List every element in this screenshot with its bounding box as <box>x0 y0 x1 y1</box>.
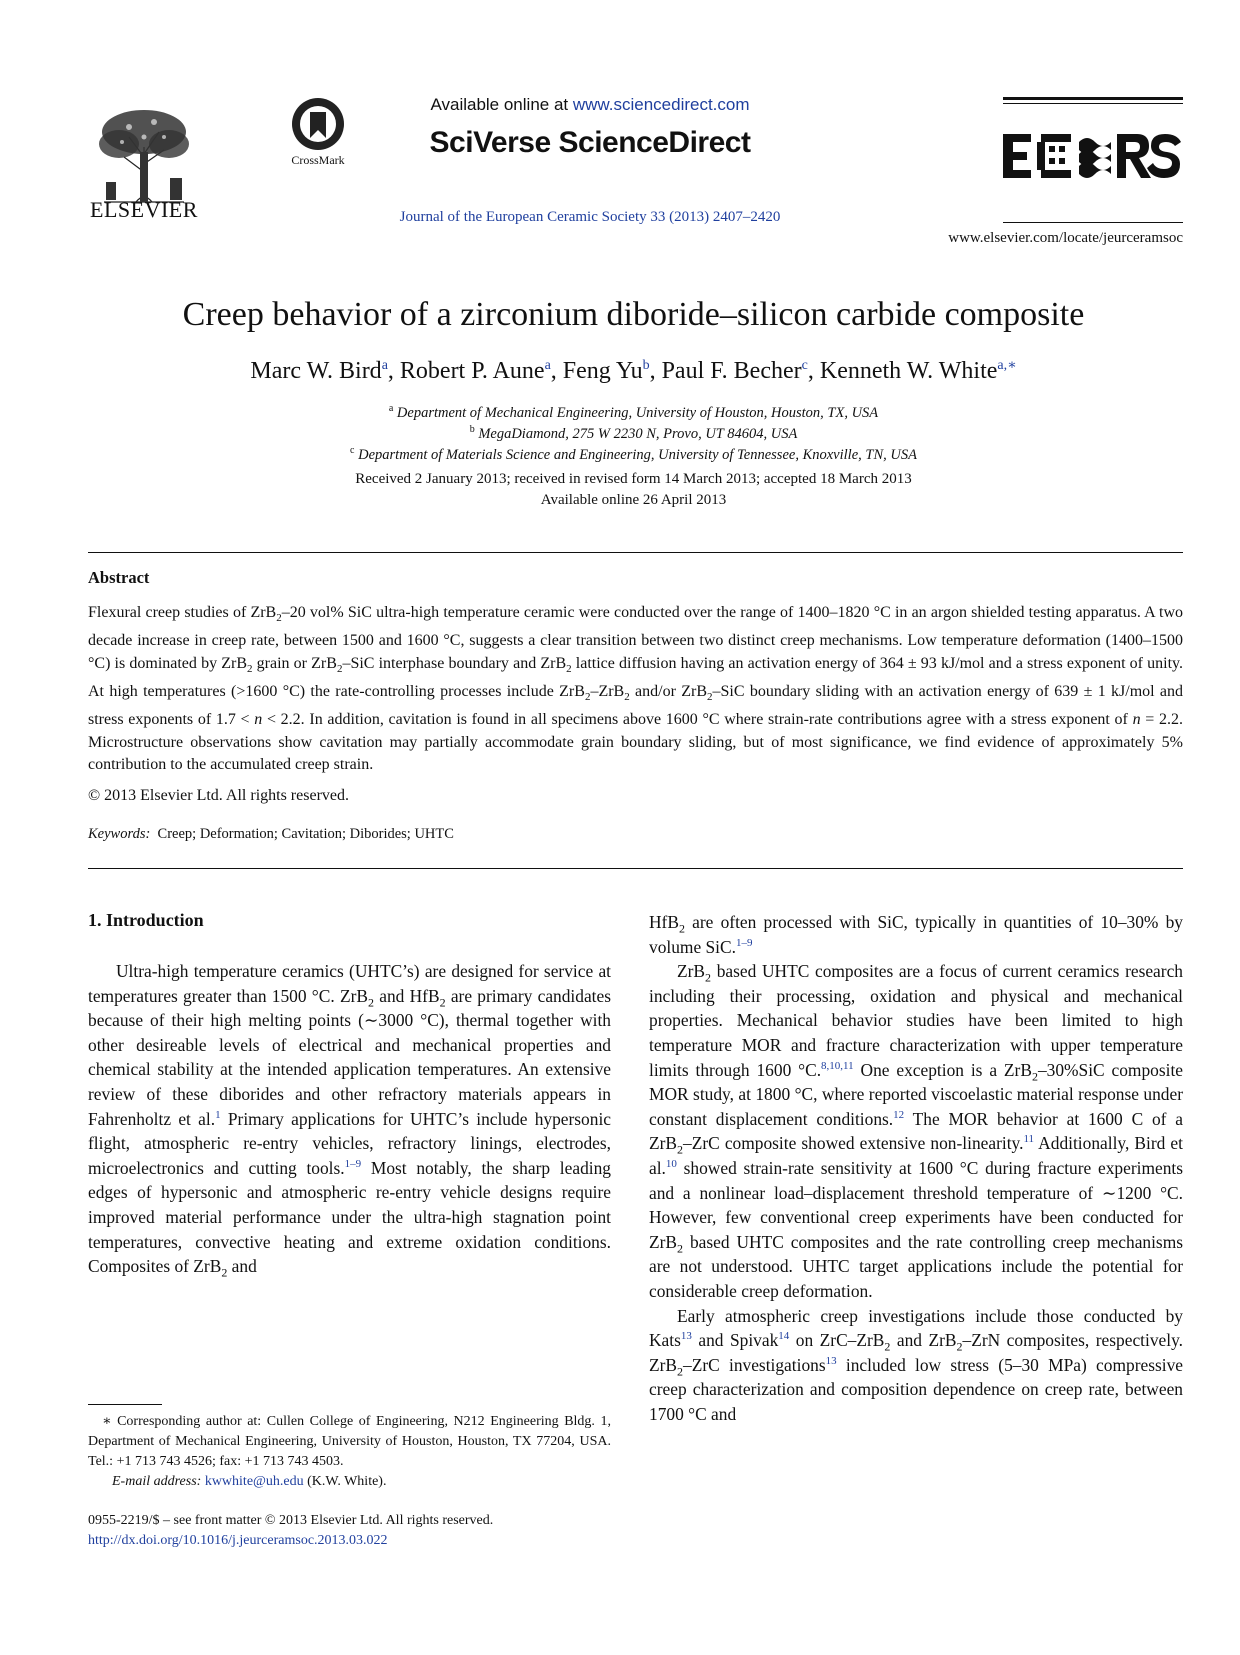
affiliation <box>84 445 1183 464</box>
author-affiliation-marker[interactable]: a,∗ <box>997 358 1017 373</box>
author-affiliation-marker[interactable]: a <box>381 358 388 373</box>
affiliation <box>84 424 1183 443</box>
issn-line: 0955-2219/$ – see front matter © 2013 Elsevier Ltd. All rights reserved. <box>88 1513 494 1528</box>
paragraph: ZrB$_2$ based UHTC composites are a focus of current ceramics research including their processing, oxidation and physical and mechanical properties. Mechanical behavior studies have been limited to high temperature MOR and fracture characterization with upper temperature limits through 1600 °C.$^{8,10,11}$ One exception is a ZrB$_2$–30%SiC composite MOR study, at 1800 °C, where reported viscoelastic material response under constant displacement conditions.$^{12}$ The MOR behavior at 1600 C of a ZrB$_2$–ZrC composite showed extensive non-linearity.$^{11}$ Additionally, Bird et al.$^{10}$ showed strain-rate sensitivity at 1600 °C during fracture experiments and a nonlinear load–displacement threshold temperature of ∼1200 °C. However, few conventional creep experiments have been conducted for ZrB$_2$ based UHTC composites and the rate controlling creep mechanisms are not understood. UHTC target applications include the potential for considerable creep deformation. <box>649 961 1183 1301</box>
sciencedirect-link[interactable]: www.sciencedirect.com <box>572 95 750 114</box>
keywords-label: Keywords: <box>88 826 151 842</box>
available-online-line <box>380 95 800 115</box>
affiliation-text: MegaDiamond, 275 W 2230 N, Provo, UT 84604, USA <box>478 425 798 442</box>
header-thin-rule <box>1003 103 1183 104</box>
available-online-text: Available online at <box>430 95 573 114</box>
email-line <box>88 1472 611 1492</box>
email-link[interactable]: kwwhite@uh.edu <box>204 1474 304 1489</box>
crossmark-label: CrossMark <box>291 153 345 167</box>
publisher-name: ELSEVIER <box>90 197 198 222</box>
affiliation-marker: c <box>350 445 355 456</box>
header-double-rule <box>1003 97 1183 100</box>
front-matter <box>88 1511 493 1551</box>
author-name: Kenneth W. White <box>819 358 998 384</box>
paragraph: Early atmospheric creep investigations include those conducted by Kats$^{13}$ and Spivak$^{14}$ on ZrC–ZrB$_2$ and ZrB$_2$–ZrN composites, respectively. ZrB$_2$–ZrC investigations$^{13}$ included low stress (5–30 MPa) compressive creep characterization and composition dependence on creep rate, between 1700 °C and <box>649 1305 1183 1424</box>
author-affiliation-marker[interactable]: b <box>642 358 650 373</box>
header-rule <box>1003 222 1183 223</box>
abstract-bottom-rule <box>88 868 1183 869</box>
available-online-date: Available online 26 April 2013 <box>540 492 727 508</box>
author-name: Robert P. Aune <box>399 358 545 384</box>
journal-homepage-url[interactable]: www.elsevier.com/locate/jeurceramsoc <box>948 230 1183 246</box>
author-name: Feng Yu <box>562 358 643 384</box>
affiliation-text: Department of Materials Science and Engineering, University of Tennessee, Knoxville, TN, USA <box>358 446 917 463</box>
abstract-copyright: © 2013 Elsevier Ltd. All rights reserved. <box>88 787 349 804</box>
abstract-heading: Abstract <box>88 568 150 587</box>
author-list: Marc W. Bird$^a$, Robert P. Aune$^a$, Feng Yu$^b$, Paul F. Becher$^c$, Kenneth W. White$^{a,∗}$ <box>250 358 1017 384</box>
abstract-body: Flexural creep studies of ZrB$_2$–20 vol% SiC ultra-high temperature ceramic were conducted over the range of 1400–1820 °C in an argon shielded testing apparatus. A two decade increase in creep rate, between 1500 and 1600 °C, suggests a clear transition between two distinct creep mechanisms. Low temperature deformation (1400–1500 °C) is dominated by ZrB$_2$ grain or ZrB$_2$–SiC interphase boundary and ZrB$_2$ lattice diffusion having an activation energy of 364 ± 93 kJ/mol and a stress exponent of unity. At high temperatures (>1600 °C) the rate-controlling processes include ZrB$_2$–ZrB$_2$ and/or ZrB$_2$–SiC boundary sliding with an activation energy of 639 ± 1 kJ/mol and stress exponents of 1.7 < n < 2.2. In addition, cavitation is found in all specimens above 1600 °C where strain-rate contributions agree with a stress exponent of n = 2.2. Microstructure observations show cavitation may partially accommodate grain boundary sliding, but of most significance, we find evidence of approximately 5% contribution to the accumulated creep strain. <box>88 604 1184 774</box>
author-name: Marc W. Bird <box>250 358 382 384</box>
ecers-logo <box>1003 128 1183 184</box>
author-affiliation-marker[interactable]: c <box>801 358 808 373</box>
article-title: Creep behavior of a zirconium diboride–silicon carbide composite <box>182 296 1085 333</box>
body-column-right <box>649 910 1183 1426</box>
email-suffix: (K.W. White). <box>303 1474 387 1489</box>
keywords-line <box>88 826 454 843</box>
footnote-rule <box>88 1404 162 1405</box>
paragraph: HfB$_2$ are often processed with SiC, typically in quantities of 10–30% by volume SiC.$^{1-9}$ <box>649 912 1183 957</box>
section-heading: 1. Introduction <box>88 910 204 930</box>
corresponding-author-text: ∗ Corresponding author at: Cullen College of Engineering, N212 Engineering Bldg. 1, Department of Mechanical Engineering, University of Houston, Houston, TX 77204, USA. Tel.: +1 713 743 4526; fax: +1 713 743 4503. <box>88 1414 611 1469</box>
doi-link[interactable]: http://dx.doi.org/10.1016/j.jeurceramsoc.2013.03.022 <box>88 1533 388 1548</box>
affiliation-text: Department of Mechanical Engineering, University of Houston, Houston, TX, USA <box>396 404 879 421</box>
paragraph: Ultra-high temperature ceramics (UHTC’s) are designed for service at temperatures greater than 1500 °C. ZrB$_2$ and HfB$_2$ are primary candidates because of their high melting points (∼3000 °C), thermal together with other desireable levels of electrical and mechanical properties and chemical stability at the intended application temperatures. An extensive review of these diborides and other refractory materials appears in Fahrenholtz et al.$^1$ Primary applications for UHTC’s include hypersonic flight, atmospheric re-entry vehicles, refractory linings, electrodes, microelectronics and cutting tools.$^{1-9}$ Most notably, the sharp leading edges of hypersonic and atmospheric re-entry vehicle designs require improved material performance under the ultra-high stagnation point temperatures, convective heating and extreme oxidation conditions. Composites of ZrB$_2$ and <box>88 961 611 1280</box>
email-label: E-mail address: <box>112 1474 202 1489</box>
author-affiliation-marker[interactable]: a <box>544 358 551 373</box>
corresponding-author-footnote <box>88 1412 611 1492</box>
platform-name: SciVerse ScienceDirect <box>429 126 751 159</box>
keywords-list: Creep; Deformation; Cavitation; Diborides; UHTC <box>157 826 454 842</box>
author-name: Paul F. Becher <box>661 358 802 384</box>
affiliation <box>84 403 1183 422</box>
abstract-top-rule <box>88 552 1183 553</box>
affiliation-marker: a <box>388 403 394 414</box>
affiliation-marker: b <box>469 424 475 435</box>
body-column-left <box>88 959 611 1279</box>
received-dates: Received 2 January 2013; received in revised form 14 March 2013; accepted 18 March 2013 <box>355 471 912 487</box>
journal-citation-link[interactable]: Journal of the European Ceramic Society 33 (2013) 2407–2420 <box>399 209 781 225</box>
